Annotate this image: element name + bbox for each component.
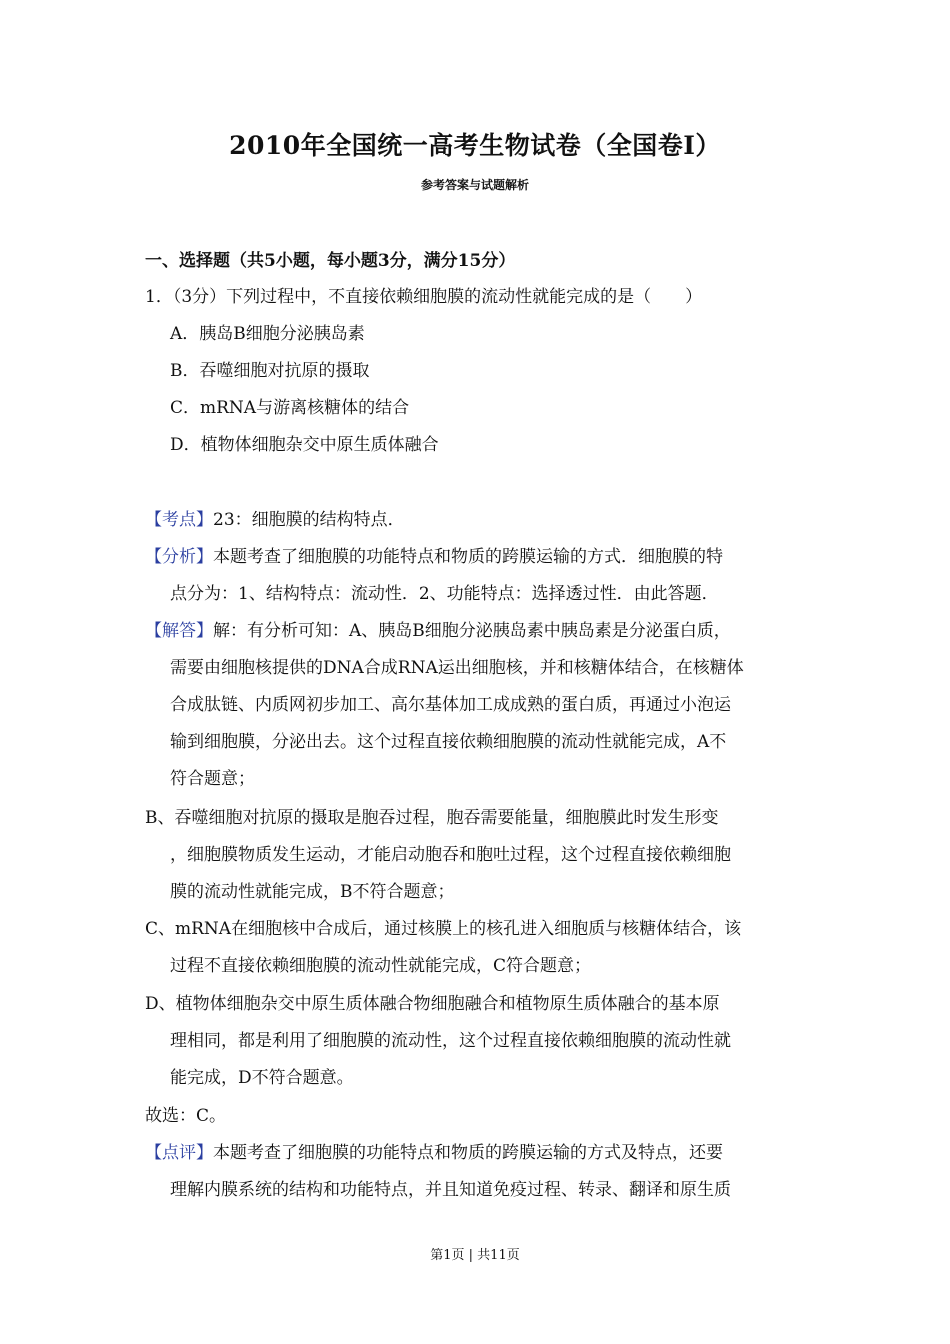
jieda-text-line: 解：有分析可知：A、胰岛B细胞分泌胰岛素中胰岛素是分泌蛋白质， (213, 621, 731, 641)
option-b: B．吞噬细胞对抗原的摄取 (170, 361, 370, 381)
jieda-text-line: C、mRNA在细胞核中合成后，通过核膜上的核孔进入细胞质与核糖体结合，该 (145, 919, 742, 939)
fenxi-text-line: 点分为：1、结构特点：流动性．2、功能特点：选择透过性．由此答题． (170, 584, 719, 604)
kaodian-tag: 【考点】 (145, 510, 213, 530)
jieda-text-line: 理相同，都是利用了细胞膜的流动性，这个过程直接依赖细胞膜的流动性就 (170, 1031, 731, 1051)
dianping-text-line: 本题考查了细胞膜的功能特点和物质的跨膜运输的方式及特点，还要 (213, 1143, 723, 1163)
page-footer: 第1页 | 共11页 (430, 1248, 520, 1263)
jieda-text-line: 合成肽链、内质网初步加工、高尔基体加工成成熟的蛋白质，再通过小泡运 (170, 695, 731, 715)
jieda-text-line: 输到细胞膜，分泌出去。这个过程直接依赖细胞膜的流动性就能完成，A不 (170, 732, 727, 752)
fenxi-tag: 【分析】 (145, 547, 213, 567)
jieda-tag: 【解答】 (145, 621, 213, 641)
dianping-tag: 【点评】 (145, 1143, 213, 1163)
jieda-text-line: 过程不直接依赖细胞膜的流动性就能完成，C符合题意； (170, 956, 592, 976)
kaodian-line (145, 509, 405, 531)
fenxi-text-line: 本题考查了细胞膜的功能特点和物质的跨膜运输的方式．细胞膜的特 (213, 547, 723, 567)
jieda-text-line: B、吞噬细胞对抗原的摄取是胞吞过程，胞吞需要能量，细胞膜此时发生形变 (145, 808, 719, 828)
jieda-text-line: 膜的流动性就能完成，B不符合题意； (170, 882, 455, 902)
option-a: A．胰岛B细胞分泌胰岛素 (170, 324, 365, 344)
option-d: D．植物体细胞杂交中原生质体融合 (170, 435, 439, 455)
page-title: 2010年全国统一高考生物试卷（全国卷I） (229, 131, 721, 160)
question-stem: 1．（3分）下列过程中，不直接依赖细胞膜的流动性就能完成的是（ ） (145, 287, 703, 307)
kaodian-text: 23：细胞膜的结构特点． (213, 510, 405, 530)
section-heading: 一、选择题（共5小题，每小题3分，满分15分） (145, 251, 516, 271)
jieda-line (145, 620, 731, 642)
answer-line: 故选：C。 (145, 1106, 227, 1126)
dianping-text-line: 理解内膜系统的结构和功能特点，并且知道免疫过程、转录、翻译和原生质 (170, 1180, 731, 1200)
jieda-text-line: D、植物体细胞杂交中原生质体融合物细胞融合和植物原生质体融合的基本原 (145, 994, 720, 1014)
page-subtitle: 参考答案与试题解析 (420, 178, 529, 192)
jieda-text-line: ，细胞膜物质发生运动，才能启动胞吞和胞吐过程，这个过程直接依赖细胞 (170, 845, 731, 865)
jieda-text-line: 能完成，D不符合题意。 (170, 1068, 354, 1088)
jieda-text-line: 符合题意； (170, 769, 255, 789)
option-c: C．mRNA与游离核糖体的结合 (170, 398, 410, 418)
jieda-text-line: 需要由细胞核提供的DNA合成RNA运出细胞核，并和核糖体结合，在核糖体 (170, 658, 744, 678)
dianping-line (145, 1142, 723, 1164)
fenxi-line (145, 546, 723, 568)
